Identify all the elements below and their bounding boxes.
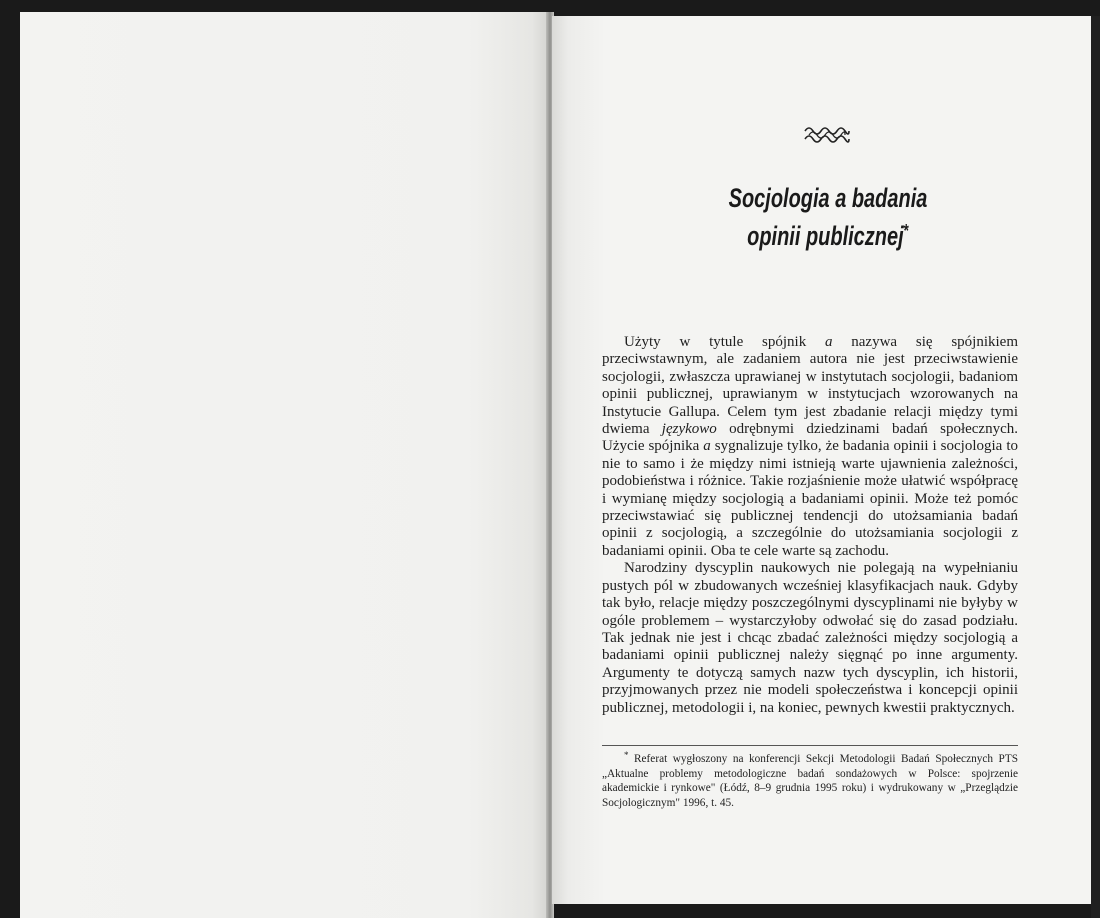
paragraph-1-text-d: sygnalizuje tylko, że badania opinii i socjologia to nie to samo i że między nimi istnieją warte ujawnienia zależności, podobieństwa i różnice. Takie rozjaśnienie może ułatwić współpracę i wymianę między socjologią a badaniami opinii. Może też pomóc przeciwstawiać się publicznej tendencji do utożsamiania badań opinii z socjologią, a szczególnie do utożsamiania socjologii z badaniami opinii. Oba te cele warte są zachodu. bbox=[602, 438, 1018, 559]
paragraph-1-text-a: Użyty w tytule spójnik bbox=[624, 334, 825, 350]
footnote-rule bbox=[602, 745, 1018, 746]
title-line-1: Socjologia a badania bbox=[728, 183, 928, 213]
paragraph-2: Narodziny dyscyplin naukowych nie polegają na wypełnianiu pustych pól w zbudowanych wcześniej klasyfikacjach nauk. Gdyby tak było, relacje między poszczególnymi dyscyplinami nie byłyby w ogóle problemem – wystarczyłoby odwołać się do zasad podziału. Tak jednak nie jest i chcąc zbadać zależności między socjologią a badaniami opinii publicznej należy sięgnąć po inne argumenty. Argumenty te dotyczą samych nazw tych dyscyplin, ich historii, przyjmowanych przez nie modeli społeczeństwa i koncepcji opinii publicznej, metodologii i, na koniec, pewnych kwestii praktycznych. bbox=[602, 560, 1018, 716]
paragraph-1-italic-a-2: a bbox=[703, 438, 711, 455]
footnote bbox=[602, 748, 1018, 810]
title-line-2 bbox=[689, 215, 967, 253]
title-footnote-mark: * bbox=[903, 221, 909, 241]
paragraph-1-text-c: odrębnymi dziedzinami badań społecznych. Użycie spójnika bbox=[602, 421, 1018, 455]
footnote-mark: * bbox=[624, 750, 629, 760]
article-body bbox=[602, 334, 1018, 717]
left-page-blank bbox=[20, 12, 548, 918]
paragraph-1-italic-a: a bbox=[824, 334, 833, 350]
paragraph-1-italic-jezykowo: językowo bbox=[661, 421, 717, 438]
article-title bbox=[689, 182, 967, 253]
title-line-2-text: opinii publicznej bbox=[747, 221, 904, 251]
footnote-paragraph bbox=[602, 748, 1018, 810]
paragraph-1 bbox=[602, 334, 1018, 560]
scan-edge bbox=[1091, 16, 1100, 918]
paragraph-1-text-b: nazywa się spójnikiem przeciwstawnym, ale zadaniem autora nie jest przeciwstawienie socjologii, zwłaszcza uprawianej w instytutach socjologii, badaniom opinii publicznej, uprawianym w instytucjach wzorowanych na Instytucie Gallupa. Celem tym jest zbadanie relacji między tymi dwiema bbox=[602, 334, 1018, 438]
wave-ornament-icon bbox=[803, 124, 851, 146]
footnote-text: Referat wygłoszony na konferencji Sekcji Metodologii Badań Społecznych PTS „Aktualne problemy metodologiczne badań sondażowych w Polsce: spojrzenie akademickie i rynkowe" (Łódź, 8–9 grudnia 1995 roku) i wydrukowany w „Przeglądzie Socjologicznym" 1996, t. 45. bbox=[602, 753, 1019, 809]
